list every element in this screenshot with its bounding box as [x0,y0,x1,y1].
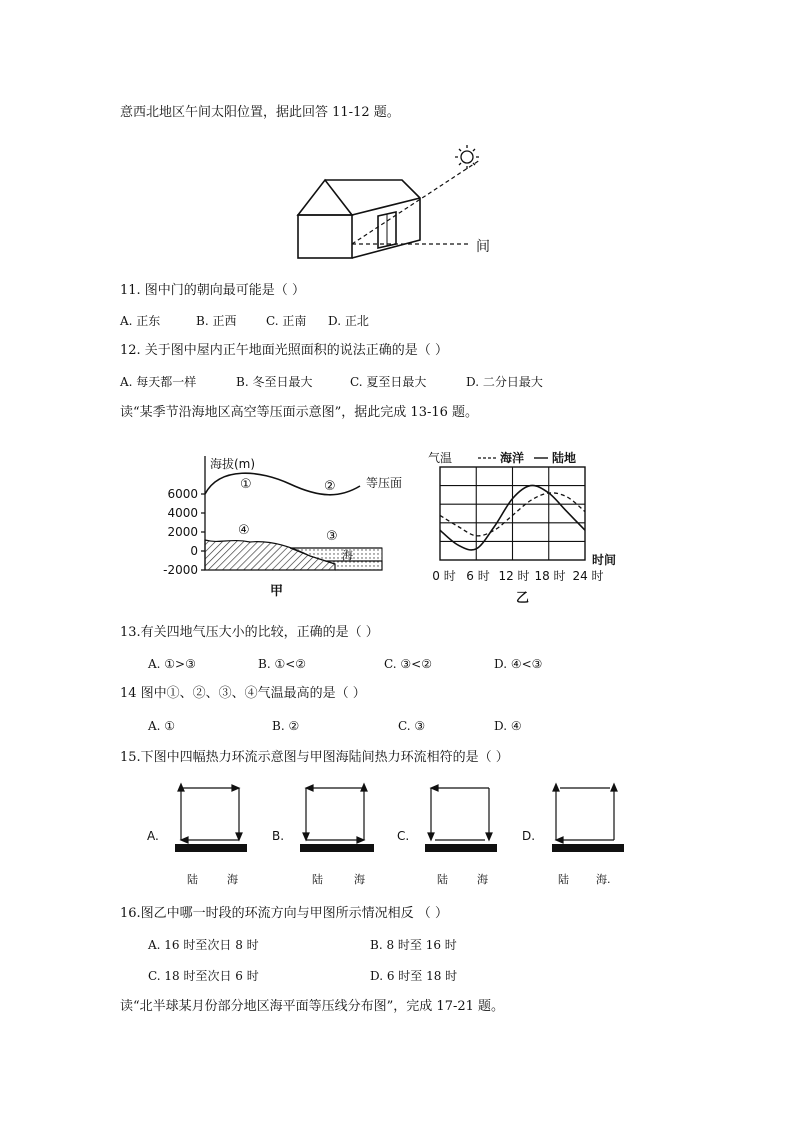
circulation-diagram-b [270,780,390,890]
diagram-c-land: 陆 [437,873,448,886]
yi-legend-land: 陆地 [552,451,577,465]
jia-tick-neg2000: -2000 [163,563,198,577]
q15-stem: 15.下图中四幅热力环流示意图与甲图海陆间热力环流相符的是（ ） [120,750,509,765]
yi-tick-12: 12 时 [498,569,530,583]
jia-point-1: ① [240,477,252,492]
q14-option-b: B. ② [272,719,300,733]
diagram-a-sea: 海 [227,873,238,886]
q16-option-c: C. 18 时至次日 6 时 [148,969,259,983]
q13-option-a: A. ①>③ [148,657,196,671]
q11-option-b: B. 正西 [196,314,237,328]
q12-option-a: A. 每天都一样 [120,375,197,389]
q14-option-c: C. ③ [398,719,426,733]
yi-y-label: 气温 [428,451,453,465]
jia-tick-0: 0 [190,544,198,558]
intro-11-12: 意西北地区午间太阳位置，据此回答 11-12 题。 [120,105,400,120]
yi-grid [440,467,585,560]
q13-option-b: B. ①<② [258,657,307,671]
figure-jia [160,448,420,598]
diagram-c-label: C. [397,829,410,843]
house-sun-figure [290,140,510,265]
yi-tick-18: 18 时 [534,569,566,583]
q12-option-c: C. 夏至日最大 [350,375,427,389]
diagram-a-label: A. [147,829,159,843]
q13-option-d: D. ④<③ [494,657,543,671]
yi-tick-6: 6 时 [466,569,490,583]
jia-tick-4000: 4000 [167,506,198,520]
house-label: 间 [476,239,490,255]
diagram-b-land: 陆 [312,873,323,886]
yi-x-axis-label: 时间 [592,553,617,567]
q16-option-d: D. 6 时至 18 时 [370,969,458,983]
jia-point-4: ④ [238,523,250,538]
q16-option-b: B. 8 时至 16 时 [370,938,457,952]
diagram-d-label: D. [522,829,536,843]
jia-title: 甲 [270,584,284,599]
q14-option-a: A. ① [148,719,176,733]
figure-yi [426,448,626,608]
yi-legend-ocean: 海洋 [500,451,525,465]
yi-title: 乙 [516,591,530,606]
diagram-c-sea: 海 [477,873,488,886]
q11-option-c: C. 正南 [266,314,307,328]
q13-stem: 13.有关四地气压大小的比较，正确的是（ ） [120,625,379,640]
diagram-b-label: B. [272,829,285,843]
circulation-diagram-d [520,780,640,890]
yi-tick-0: 0 时 [432,569,456,583]
jia-point-3: ③ [326,529,338,544]
q12-option-d: D. 二分日最大 [466,375,543,389]
diagram-d-sea: 海. [596,873,611,886]
q11-option-a: A. 正东 [120,314,161,328]
q11-stem: 11. 图中门的朝向最可能是（ ） [120,283,305,298]
q14-option-d: D. ④ [494,719,522,733]
sun-icon [455,145,479,169]
jia-point-2: ② [324,479,336,494]
circulation-diagram-c [395,780,515,890]
q12-stem: 12. 关于图中屋内正午地面光照面积的说法正确的是（ ） [120,343,448,358]
q14-stem: 14 图中①、②、③、④气温最高的是（ ） [120,686,366,701]
jia-tick-6000: 6000 [167,487,198,501]
diagram-a-land: 陆 [187,873,198,886]
jia-sea-label: 海 [342,549,353,562]
circulation-diagram-a [145,780,265,890]
diagram-b-sea: 海 [354,873,365,886]
intro-17-21: 读“北半球某月份部分地区海平面等压线分布图”，完成 17-21 题。 [120,999,505,1014]
intro-13-16: 读“某季节沿海地区高空等压面示意图”，据此完成 13-16 题。 [120,405,479,420]
jia-isobar-label: 等压面 [366,476,403,490]
q16-stem: 16.图乙中哪一时段的环流方向与甲图所示情况相反 （ ） [120,906,448,921]
jia-y-axis-label: 海拔(m) [210,457,256,471]
q13-option-c: C. ③<② [384,657,432,671]
jia-tick-2000: 2000 [167,525,198,539]
q12-option-b: B. 冬至日最大 [236,375,313,389]
yi-tick-24: 24 时 [572,569,604,583]
q11-option-d: D. 正北 [328,314,369,328]
diagram-d-land: 陆 [558,873,569,886]
q16-option-a: A. 16 时至次日 8 时 [148,938,259,952]
